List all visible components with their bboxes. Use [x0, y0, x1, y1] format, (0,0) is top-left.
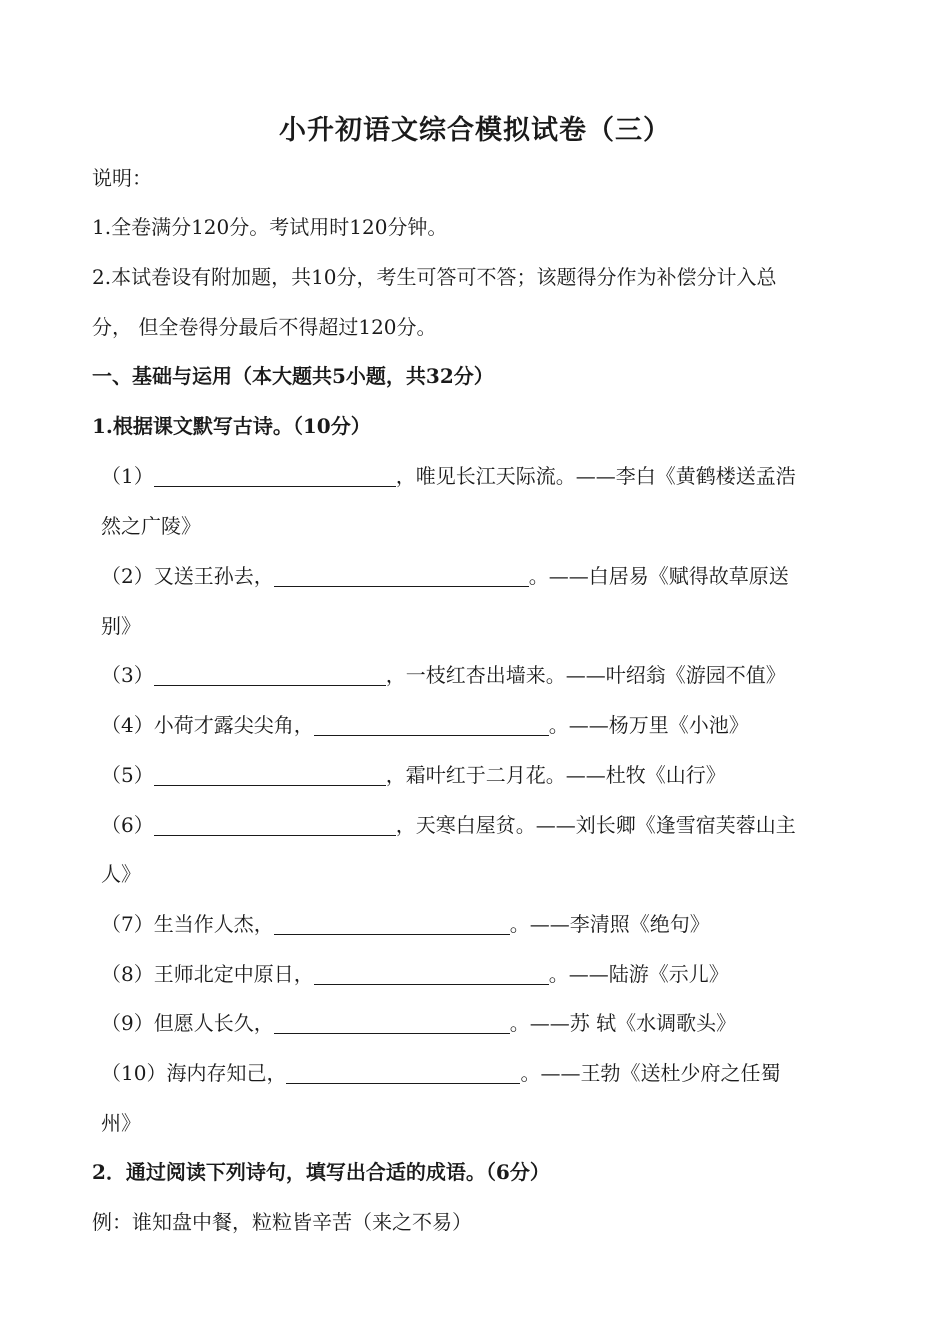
answer-blank[interactable]: [274, 1011, 510, 1034]
item-text-after: 。——苏 轼《水调歌头》: [509, 1011, 737, 1035]
item-text-before: 小荷才露尖尖角，: [153, 713, 314, 737]
exam-title: 小升初语文综合模拟试卷（三）: [279, 115, 671, 146]
item-number: （10）: [101, 1061, 167, 1085]
answer-blank[interactable]: [154, 813, 396, 836]
answer-blank[interactable]: [154, 663, 386, 686]
item-text-after: 。——李清照《绝句》: [509, 912, 710, 936]
item-text-before: 但愿人长久，: [153, 1011, 274, 1035]
item-text-after: 。——王勃《送杜少府之任蜀: [520, 1061, 781, 1085]
item-text-after: ，霜叶红于二月花。——杜牧《山行》: [385, 763, 726, 787]
item-text-after: ，唯见长江天际流。——李白《黄鹤楼送孟浩: [395, 464, 796, 488]
item-number: （2）: [101, 564, 154, 588]
item-text-after: 。——陆游《示儿》: [548, 962, 729, 986]
answer-blank[interactable]: [154, 464, 396, 487]
intro-rule-2-line-2: 分， 但全卷得分最后不得超过120分。: [92, 315, 437, 339]
item-number: （4）: [101, 713, 154, 737]
item-text-before: 又送王孙去，: [153, 564, 274, 588]
intro-rule-1: 1.全卷满分120分。考试用时120分钟。: [92, 215, 448, 239]
poem-item-2: [101, 562, 789, 590]
question-2-example: 例：谁知盘中餐，粒粒皆辛苦（来之不易）: [92, 1210, 472, 1234]
item-text-before: 海内存知己，: [166, 1061, 287, 1085]
poem-item-4: [101, 711, 749, 739]
item-text-after: 。——白居易《赋得故草原送: [528, 564, 789, 588]
poem-item-1: [101, 462, 796, 490]
answer-blank[interactable]: [314, 962, 549, 985]
poem-item-6: [101, 811, 796, 839]
poem-item-3: [101, 661, 786, 689]
poem-item-2-continuation: 别》: [101, 614, 141, 638]
item-number: （9）: [101, 1011, 154, 1035]
item-number: （5）: [101, 763, 154, 787]
answer-blank[interactable]: [286, 1061, 520, 1084]
item-text-after: ，一枝红杏出墙来。——叶绍翁《游园不值》: [385, 663, 786, 687]
question-2-heading: 2．通过阅读下列诗句，填写出合适的成语。（6分）: [92, 1160, 550, 1184]
item-text-before: 王师北定中原日，: [153, 962, 314, 986]
poem-item-10: [101, 1059, 780, 1087]
item-number: （1）: [101, 464, 154, 488]
item-number: （3）: [101, 663, 154, 687]
answer-blank[interactable]: [314, 713, 549, 736]
poem-item-9: [101, 1009, 736, 1037]
item-number: （8）: [101, 962, 154, 986]
intro-rule-2-line-1: 2.本试卷设有附加题，共10分，考生可答可不答；该题得分作为补偿分计入总: [92, 265, 777, 289]
item-text-before: 生当作人杰，: [153, 912, 274, 936]
poem-item-7: [101, 910, 710, 938]
item-text-after: 。——杨万里《小池》: [548, 713, 749, 737]
question-1-heading: 1.根据课文默写古诗。（10分）: [92, 414, 371, 438]
poem-item-1-continuation: 然之广陵》: [101, 514, 201, 538]
item-number: （7）: [101, 912, 154, 936]
item-text-after: ，天寒白屋贫。——刘长卿《逢雪宿芙蓉山主: [395, 813, 796, 837]
section-1-heading: 一、基础与运用（本大题共5小题，共32分）: [92, 364, 494, 388]
poem-item-10-continuation: 州》: [101, 1111, 141, 1135]
poem-item-6-continuation: 人》: [101, 862, 141, 886]
answer-blank[interactable]: [154, 763, 386, 786]
item-number: （6）: [101, 813, 154, 837]
poem-item-5: [101, 761, 726, 789]
answer-blank[interactable]: [274, 564, 529, 587]
poem-item-8: [101, 960, 729, 988]
answer-blank[interactable]: [274, 912, 510, 935]
intro-label: 说明：: [92, 166, 152, 190]
